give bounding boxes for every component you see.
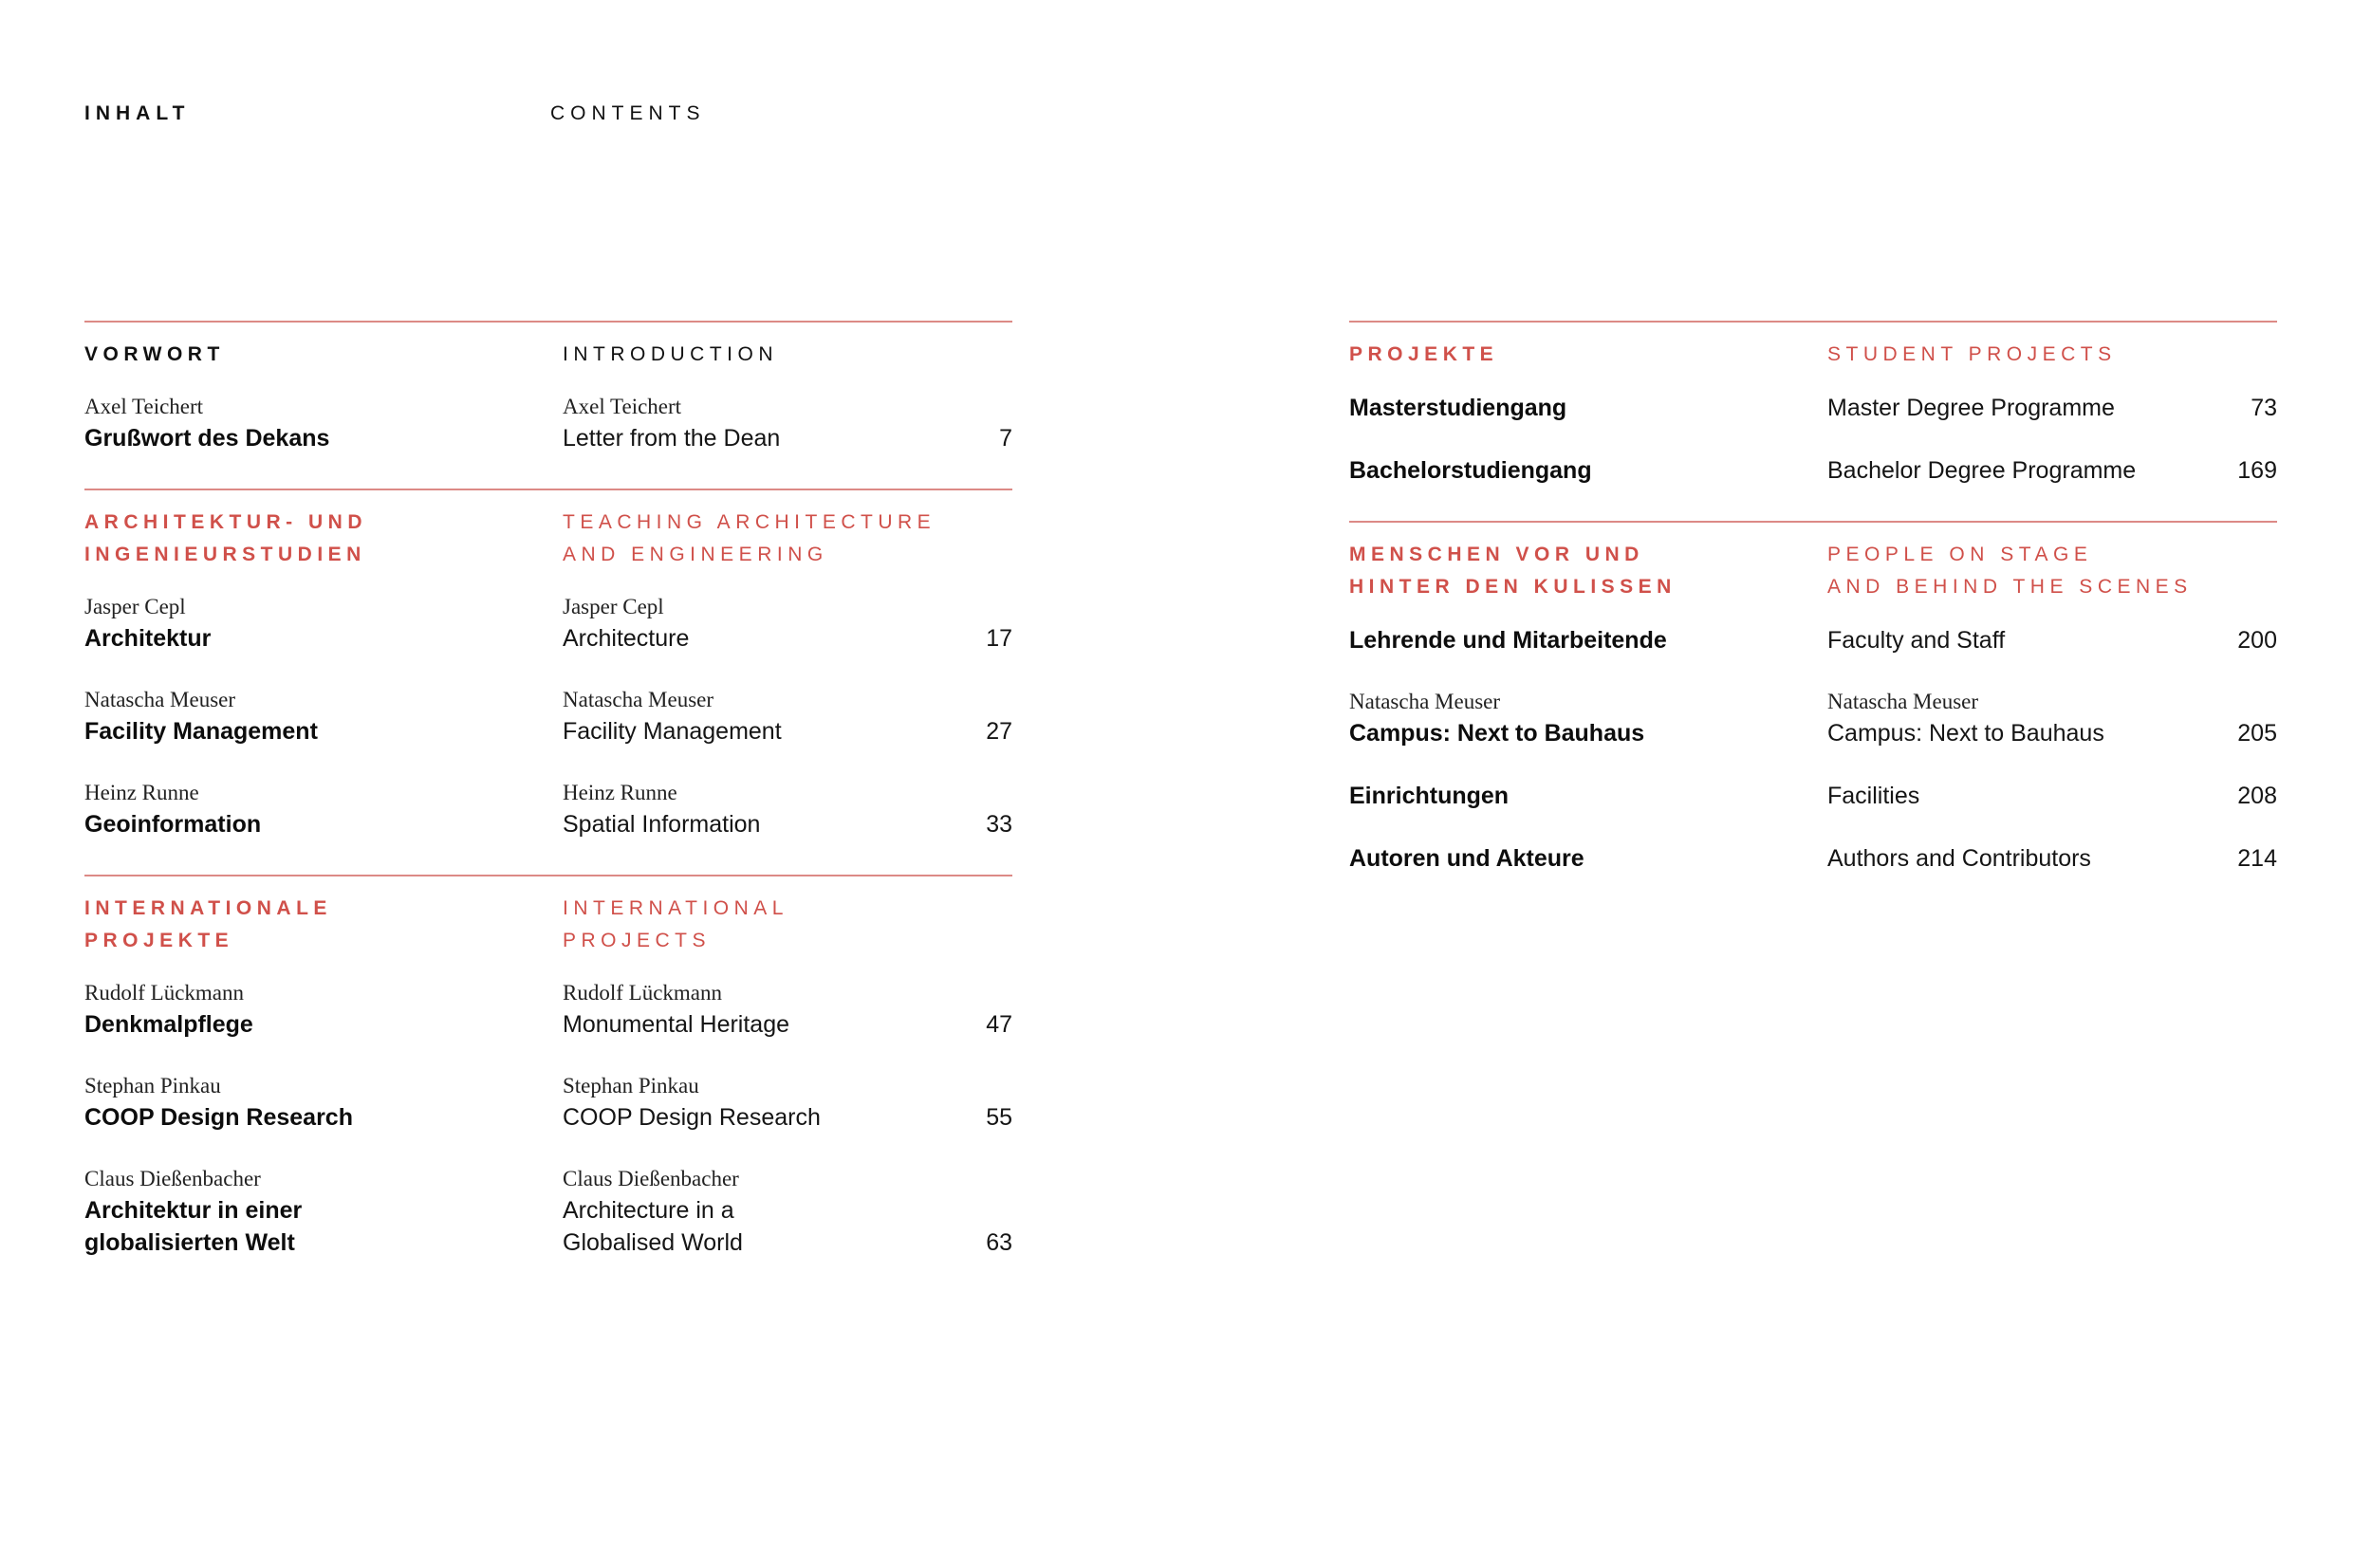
- section-heading: [84, 339, 1012, 371]
- page-number: 200: [2237, 627, 2277, 654]
- author-en: Heinz Runne: [563, 781, 677, 804]
- section-heading: [1349, 539, 2277, 603]
- entry-title-de: Autoren und Akteure: [1349, 845, 1584, 872]
- section-heading-en: PEOPLE ON STAGE AND BEHIND THE SCENES: [1827, 544, 2193, 598]
- title-row: [1349, 842, 2277, 875]
- section-entries: [1349, 624, 2277, 875]
- right-column: [1349, 321, 2277, 909]
- contents-heading-de: INHALT: [84, 102, 191, 124]
- section-entries: [84, 392, 1012, 454]
- entry-title-de: Grußwort des Dekans: [84, 425, 330, 452]
- title-row: [84, 422, 1012, 454]
- toc-entry: [84, 778, 1012, 840]
- entry-title-en: Spatial Information: [563, 811, 761, 838]
- title-row: [84, 622, 1012, 655]
- section-entries: [84, 978, 1012, 1259]
- author-de: Heinz Runne: [84, 781, 199, 804]
- toc-entry: [84, 685, 1012, 747]
- toc-section: [84, 321, 1012, 454]
- toc-entry: [1349, 624, 2277, 656]
- entry-title-de: Architektur: [84, 625, 212, 652]
- entry-title-de: Geoinformation: [84, 811, 262, 838]
- left-column: [84, 321, 1012, 1293]
- section-heading-en: STUDENT PROJECTS: [1827, 343, 2117, 365]
- title-row: [84, 1008, 1012, 1041]
- author-row: [84, 592, 1012, 622]
- entry-title-en: Monumental Heritage: [563, 1011, 790, 1038]
- author-en: Claus Dießenbacher: [563, 1167, 739, 1190]
- entry-title-de: COOP Design Research: [84, 1104, 353, 1131]
- title-row: [1349, 454, 2277, 487]
- toc-entry: [1349, 687, 2277, 749]
- author-en: Natascha Meuser: [563, 688, 714, 711]
- entry-title-en: Master Degree Programme: [1827, 395, 2115, 421]
- section-heading-de: MENSCHEN VOR UND HINTER DEN KULISSEN: [1349, 544, 1677, 598]
- entry-title-en: Architecture: [563, 625, 690, 652]
- author-de: Axel Teichert: [84, 395, 204, 418]
- author-en: Stephan Pinkau: [563, 1074, 699, 1098]
- author-de: Rudolf Lückmann: [84, 981, 244, 1005]
- entry-title-en: COOP Design Research: [563, 1104, 821, 1131]
- page-number: 208: [2237, 783, 2277, 809]
- section-heading-en: INTERNATIONAL PROJECTS: [563, 897, 788, 951]
- title-row: [1349, 392, 2277, 424]
- page-number: 73: [2251, 395, 2277, 421]
- section-heading-de: INTERNATIONALE PROJEKTE: [84, 897, 332, 951]
- toc-entry: [1349, 842, 2277, 875]
- author-de: Jasper Cepl: [84, 595, 186, 618]
- toc-entry: [1349, 454, 2277, 487]
- page-number: 27: [986, 718, 1012, 745]
- entry-title-en: Authors and Contributors: [1827, 845, 2091, 872]
- toc-entry: [1349, 392, 2277, 424]
- toc-section: [84, 875, 1012, 1259]
- section-heading: [84, 893, 1012, 957]
- page-number: 63: [986, 1229, 1012, 1256]
- page-number: 47: [986, 1011, 1012, 1038]
- toc-entry: [84, 1071, 1012, 1134]
- section-heading-de: VORWORT: [84, 343, 225, 365]
- toc-entry: [84, 978, 1012, 1041]
- author-row: [84, 685, 1012, 715]
- toc-entry: [84, 1164, 1012, 1259]
- author-en: Jasper Cepl: [563, 595, 664, 618]
- author-row: [84, 1164, 1012, 1194]
- title-row: [84, 1194, 1012, 1259]
- toc-section: [84, 489, 1012, 840]
- section-heading-en: TEACHING ARCHITECTURE AND ENGINEERING: [563, 511, 936, 565]
- title-row: [1349, 780, 2277, 812]
- entry-title-en: Faculty and Staff: [1827, 627, 2006, 654]
- page-number: 7: [999, 425, 1012, 452]
- author-en: Axel Teichert: [563, 395, 682, 418]
- author-row: [84, 392, 1012, 422]
- toc-entry: [1349, 780, 2277, 812]
- section-heading-de: ARCHITEKTUR- UND INGENIEURSTUDIEN: [84, 511, 367, 565]
- section-heading-en: INTRODUCTION: [563, 343, 778, 365]
- toc-section: [1349, 321, 2277, 487]
- title-row: [1349, 624, 2277, 656]
- title-row: [84, 1101, 1012, 1134]
- entry-title-de: Denkmalpflege: [84, 1011, 253, 1038]
- section-entries: [84, 592, 1012, 840]
- author-de: Claus Dießenbacher: [84, 1167, 261, 1190]
- author-row: [84, 978, 1012, 1008]
- page-number: 33: [986, 811, 1012, 838]
- entry-title-de: Lehrende und Mitarbeitende: [1349, 627, 1667, 654]
- entry-title-en: Letter from the Dean: [563, 425, 781, 452]
- entry-title-de: Campus: Next to Bauhaus: [1349, 720, 1645, 747]
- entry-title-de: Einrichtungen: [1349, 783, 1510, 809]
- title-row: [84, 808, 1012, 840]
- entry-title-en: Facilities: [1827, 783, 1920, 809]
- page-number: 214: [2237, 845, 2277, 872]
- entry-title-de: Masterstudiengang: [1349, 395, 1567, 421]
- author-de: Natascha Meuser: [1349, 690, 1501, 713]
- title-row: [1349, 717, 2277, 749]
- entry-title-en: Architecture in a Globalised World: [563, 1197, 743, 1256]
- contents-heading-en: CONTENTS: [550, 102, 706, 124]
- page-number: 55: [986, 1104, 1012, 1131]
- page-number: 17: [986, 625, 1012, 652]
- entry-title-en: Facility Management: [563, 718, 782, 745]
- author-de: Natascha Meuser: [84, 688, 236, 711]
- author-en: Natascha Meuser: [1827, 690, 1979, 713]
- author-row: [84, 778, 1012, 808]
- entry-title-de: Architektur in einer globalisierten Welt: [84, 1197, 303, 1256]
- entry-title-de: Bachelorstudiengang: [1349, 457, 1592, 484]
- author-row: [1349, 687, 2277, 717]
- section-heading: [1349, 339, 2277, 371]
- page-number: 205: [2237, 720, 2277, 747]
- toc-entry: [84, 392, 1012, 454]
- author-de: Stephan Pinkau: [84, 1074, 221, 1098]
- toc-entry: [84, 592, 1012, 655]
- entry-title-en: Bachelor Degree Programme: [1827, 457, 2137, 484]
- title-row: [84, 715, 1012, 747]
- section-heading-de: PROJEKTE: [1349, 343, 1499, 365]
- author-row: [84, 1071, 1012, 1101]
- section-heading: [84, 507, 1012, 571]
- page-number: 169: [2237, 457, 2277, 484]
- section-entries: [1349, 392, 2277, 487]
- entry-title-en: Campus: Next to Bauhaus: [1827, 720, 2104, 747]
- entry-title-de: Facility Management: [84, 718, 318, 745]
- author-en: Rudolf Lückmann: [563, 981, 722, 1005]
- toc-section: [1349, 521, 2277, 875]
